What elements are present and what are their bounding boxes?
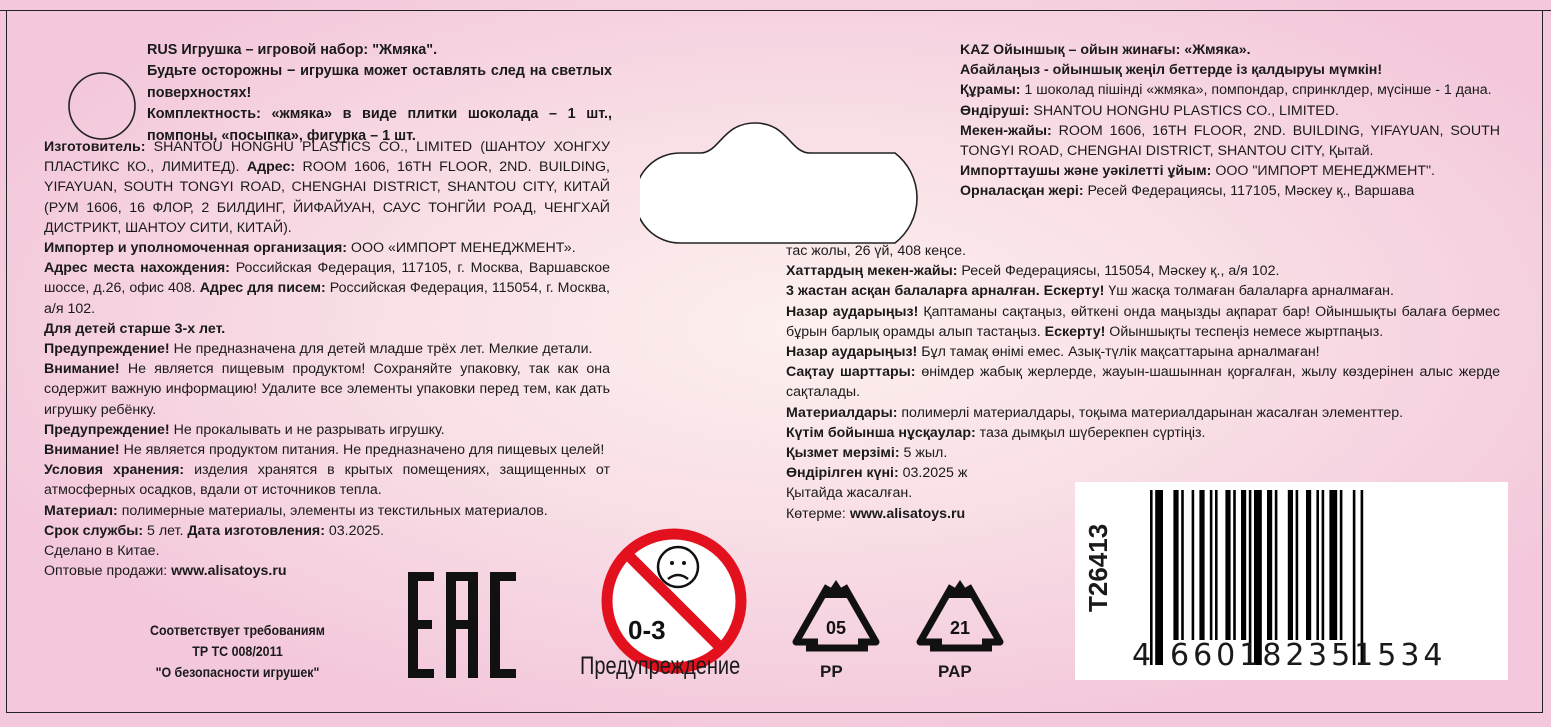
info-label: Адрес для писем: xyxy=(199,280,330,297)
info-label: Предупреждение! xyxy=(44,421,174,438)
info-value: Не прокалывать и не разрывать игрушку. xyxy=(173,421,445,438)
info-label: Ескерту! xyxy=(1044,323,1110,340)
barcode-bar xyxy=(1155,490,1163,665)
info-paragraph xyxy=(44,561,610,581)
info-paragraph xyxy=(960,161,1500,181)
info-value: ROOM 1606, 16TH FLOOR, 2ND. BUILDING, YIFAYUAN, SOUTH TONGYI ROAD, CHENGHAI DISTRICT, SHANTOU CITY, КИТАЙ (РУМ 1606, 16 ФЛОР, 2 БИЛДИНГ, ЙИФАЙУАН, САУС ТОНГЙИ РОАД, ЧЕНГХАЙ ДИСТРИКТ, ШАНТОУ СИТИ, КИТАЙ). xyxy=(44,159,610,236)
info-paragraph xyxy=(786,342,1500,362)
info-paragraph xyxy=(44,541,610,561)
info-value: ООО «ИМПОРТ МЕНЕДЖМЕНТ». xyxy=(350,240,576,257)
info-paragraph xyxy=(786,362,1500,402)
info-label: Срок службы: xyxy=(44,522,148,539)
barcode-bar xyxy=(1275,490,1278,640)
info-paragraph xyxy=(786,281,1500,301)
info-value: SHANTOU HONGHU PLASTICS CO., LIMITED (ШАНТОУ ХОНГХУ ПЛАСТИКС КО., ЛИМИТЕД). xyxy=(44,139,610,176)
info-paragraph xyxy=(44,137,610,238)
info-value: Оптовые продажи: xyxy=(44,563,172,580)
info-value: Үш жасқа толмаған балаларға арналмаған. xyxy=(1108,283,1394,300)
age-range-text: 0-3 xyxy=(628,615,666,645)
barcode-bar xyxy=(1192,490,1195,640)
info-paragraph xyxy=(786,302,1500,342)
barcode-bar xyxy=(1288,490,1293,640)
info-paragraph xyxy=(44,359,610,420)
info-value: полимерные материалы, элементы из текстильных материалов. xyxy=(121,502,548,519)
info-paragraph xyxy=(44,258,610,319)
info-label: Назар аударыңыз! xyxy=(786,303,924,320)
info-value: изделия хранятся в крытых помещениях, защищенных от атмосферных осадков, вдали от источников тепла. xyxy=(44,462,611,499)
info-value: Российская Федерация, 117105, г. Москва, Варшавское шоссе, д.26, офис 408. xyxy=(44,260,610,297)
info-paragraph xyxy=(44,460,610,500)
circle-outline-icon xyxy=(66,70,138,142)
hang-hole-outline xyxy=(640,115,940,250)
rus-info-text xyxy=(44,137,610,581)
info-paragraph xyxy=(786,443,1500,463)
info-paragraph xyxy=(44,319,610,339)
info-value: Сделано в Китае. xyxy=(44,543,160,560)
barcode-digits-left: 660182 xyxy=(1170,638,1309,673)
info-value: Бұл тамақ өнімі емес. Азық-түлік мақсаттарына арналмаған! xyxy=(921,344,1320,361)
info-paragraph xyxy=(44,521,610,541)
barcode-bar xyxy=(1329,490,1337,640)
info-label: www.alisatoys.ru xyxy=(849,505,966,522)
info-value: Көтерме: xyxy=(786,505,850,522)
info-value: таза дымқыл шүберекпен сүртіңіз. xyxy=(979,424,1206,441)
info-paragraph xyxy=(960,121,1500,161)
article-code: T26413 xyxy=(1083,523,1113,612)
rus-heading xyxy=(147,40,612,147)
info-label: Материалдары: xyxy=(786,404,902,421)
info-value: 03.2025 ж xyxy=(902,465,968,482)
recycle-code: 21 xyxy=(949,618,971,638)
info-label: Қызмет мерзімі: xyxy=(786,445,904,462)
info-label: Күтім бойынша нұсқаулар: xyxy=(786,424,980,441)
info-paragraph xyxy=(44,339,610,359)
info-paragraph xyxy=(960,40,1500,60)
info-label: Абайлаңыз - ойыншық жеңіл беттерде із қалдыруы мүмкін! xyxy=(960,62,1383,79)
rus-contents: Комплектность: «жмяка» в виде плитки шоколада – 1 шт., помпоны, «посыпка», фигурка – 1 шт. xyxy=(147,106,612,144)
barcode-bar xyxy=(1181,490,1184,640)
barcode-digit-first: 4 xyxy=(1132,638,1156,673)
rus-caution: Будьте осторожны − игрушка может оставлять след на светлых поверхностях! xyxy=(147,63,612,101)
info-value: Ойыншықты теспеңіз немесе жыртпаңыз. xyxy=(1109,323,1384,340)
barcode-bar xyxy=(1306,490,1311,640)
barcode-bar xyxy=(1233,490,1236,640)
eac-logo-icon xyxy=(406,572,518,680)
barcode-bar xyxy=(1296,490,1299,640)
info-paragraph xyxy=(786,403,1500,423)
info-label: Назар аударыңыз! xyxy=(786,344,922,361)
info-value: ROOM 1606, 16TH FLOOR, 2ND. BUILDING, YIFAYUAN, SOUTH TONGYI ROAD, CHENGHAI DISTRICT, SHANTOU CITY, Қытай. xyxy=(960,122,1500,160)
info-value: ООО "ИМПОРТ МЕНЕДЖМЕНТ". xyxy=(1215,163,1435,180)
barcode-bar xyxy=(1316,490,1319,640)
info-label: Внимание! xyxy=(44,442,124,459)
warning-label: Предупреждение xyxy=(580,652,741,680)
barcode-bar xyxy=(1199,490,1204,640)
info-paragraph xyxy=(44,440,610,460)
info-paragraph xyxy=(786,423,1500,443)
info-paragraph xyxy=(44,238,610,258)
info-paragraph xyxy=(44,501,610,521)
recycle-code: 05 xyxy=(825,618,847,638)
barcode-bar xyxy=(1173,490,1178,640)
info-value: Российская Федерация, 115054, г. Москва, а/я 102. xyxy=(44,280,610,317)
info-value: Қытайда жасалған. xyxy=(786,485,913,502)
info-label: Өндірілген күні: xyxy=(786,465,903,482)
info-value: полимерлі материалдары, тоқыма материалдарынан жасалған элементтер. xyxy=(901,404,1404,421)
info-value: өнімдер жабық жерлерде, жауын-шашыннан қорғалған, жылу көздерінен алыс жерде сақталады. xyxy=(786,364,1500,401)
info-label: Внимание! xyxy=(44,361,128,378)
conformity-statement xyxy=(111,620,364,683)
info-label: Для детей старше 3-х лет. xyxy=(44,320,226,337)
info-label: Адрес места нахождения: xyxy=(44,260,236,277)
info-paragraph xyxy=(44,420,610,440)
info-paragraph xyxy=(960,60,1500,80)
barcode-bar xyxy=(1340,490,1343,640)
info-paragraph xyxy=(786,261,1500,281)
rus-title: RUS Игрушка – игровой набор: "Жмяка". xyxy=(147,42,438,58)
info-value: Не является продуктом питания. Не предназначено для пищевых целей! xyxy=(123,442,605,459)
info-value: 5 лет. xyxy=(147,522,188,539)
info-paragraph xyxy=(960,80,1500,100)
info-label: Изготовитель: xyxy=(44,139,154,155)
info-label: Импорттаушы және уәкілетті ұйым: xyxy=(960,163,1216,180)
barcode-bar xyxy=(1241,490,1246,640)
info-value: Ресей Федерациясы, 115054, Мәскеу қ., а/я 102. xyxy=(961,263,1280,280)
info-label: 3 жастан асқан балаларға арналған. Ескерту! xyxy=(786,283,1109,300)
info-value: тас жолы, 26 үй, 408 кеңсе. xyxy=(786,243,966,259)
barcode-bar xyxy=(1215,490,1218,640)
conformity-line: "О безопасности игрушек" xyxy=(155,665,320,680)
barcode-bar xyxy=(1210,490,1213,640)
info-label: Орналасқан жері: xyxy=(960,183,1088,200)
info-value: 1 шоколад пішінді «жмяка», помпондар, спринклдер, мүсінше - 1 дана. xyxy=(1024,82,1492,99)
barcode-bar xyxy=(1267,490,1272,640)
info-paragraph xyxy=(786,463,1500,483)
info-label: www.alisatoys.ru xyxy=(171,563,287,580)
info-label: Материал: xyxy=(44,502,122,519)
kaz-info-text-top xyxy=(960,40,1500,202)
info-paragraph xyxy=(960,181,1500,201)
recycle-material-pp: PP xyxy=(820,662,843,681)
info-label: Условия хранения: xyxy=(44,462,195,479)
info-label: Адрес: xyxy=(246,159,303,176)
info-paragraph xyxy=(960,101,1500,121)
info-label: Хаттардың мекен-жайы: xyxy=(786,263,962,280)
info-label: Предупреждение! xyxy=(44,341,174,358)
info-value: Не является пищевым продуктом! Сохраняйте упаковку, так как она содержит важную информацию! Удалите все элементы упаковки перед тем, как дать игрушку ребёнку. xyxy=(44,361,610,418)
info-value: SHANTOU HONGHU PLASTICS CO., LIMITED. xyxy=(1033,102,1339,119)
info-label: Құрамы: xyxy=(960,82,1025,99)
barcode-digits-right: 351534 xyxy=(1308,638,1447,673)
info-label: KAZ Ойыншық – ойын жинағы: «Жмяка». xyxy=(960,42,1251,58)
info-value: 5 жыл. xyxy=(903,445,948,462)
barcode-bar xyxy=(1225,490,1230,640)
info-label: Импортер и уполномоченная организация: xyxy=(44,240,351,257)
info-label: Өндіруші: xyxy=(960,102,1034,119)
info-value: Ресей Федерациясы, 117105, Мәскеу қ., Варшава xyxy=(1087,183,1415,200)
info-value: Қаптаманы сақтаңыз, өйткені онда маңызды ақпарат бар! Ойыншықты балаға бермес бұрын барлық орамды алып тастаңыз. xyxy=(786,303,1500,340)
info-label: Сақтау шарттары: xyxy=(786,364,922,381)
info-label: Дата изготовления: xyxy=(187,522,329,539)
info-value: 03.2025. xyxy=(328,522,385,539)
conformity-line: Соответствует требованиям xyxy=(149,623,326,638)
info-label: Мекен-жайы: xyxy=(960,122,1059,139)
info-paragraph xyxy=(786,241,1500,261)
recycle-material-pap: PAP xyxy=(938,662,972,681)
conformity-line: ТР ТС 008/2011 xyxy=(192,644,283,659)
info-value: Не предназначена для детей младше трёх лет. Мелкие детали. xyxy=(173,341,593,358)
barcode-bar xyxy=(1322,490,1325,640)
